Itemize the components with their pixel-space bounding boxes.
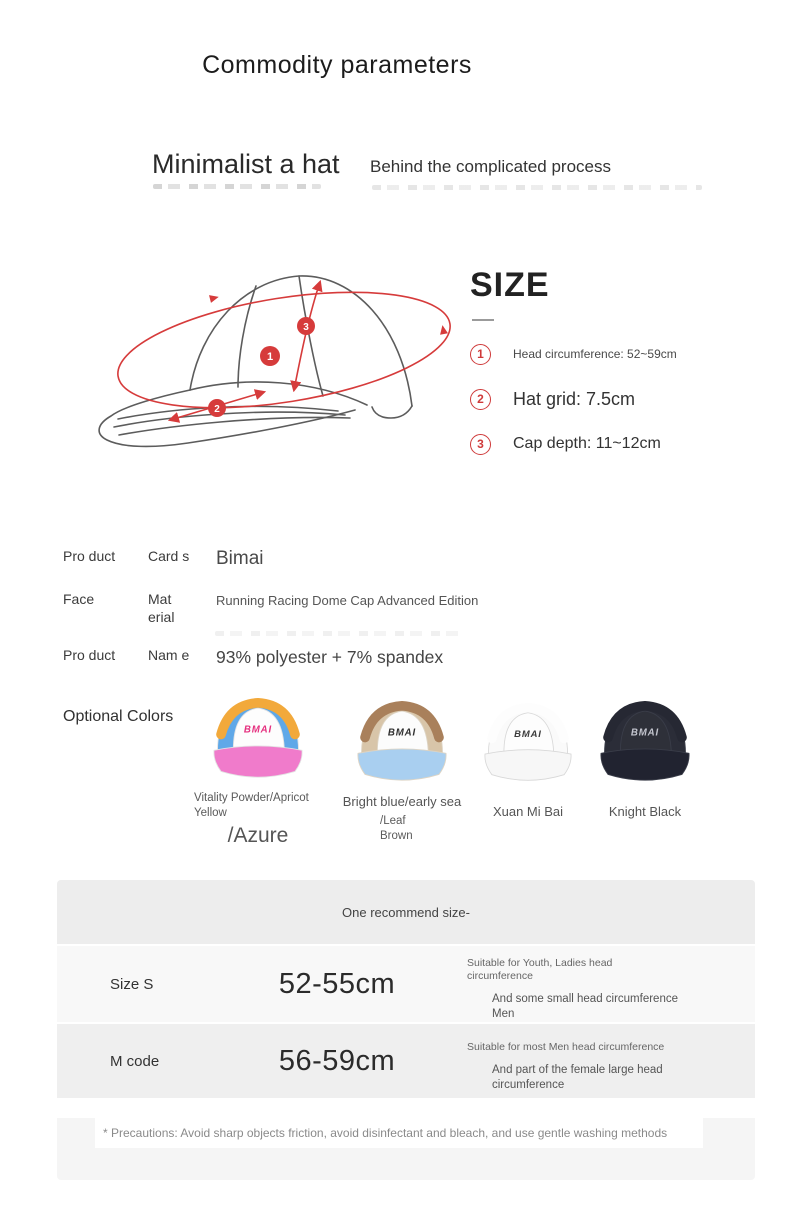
color-option-name: Knight Black — [608, 804, 682, 819]
spec-label: Nam e — [148, 647, 190, 663]
size-range: 56-59cm — [278, 1044, 396, 1077]
svg-text:2: 2 — [214, 404, 220, 415]
product-tagline-secondary: Behind the complicated process — [370, 157, 611, 176]
spec-row-material — [63, 591, 733, 626]
color-option-bright-blue — [338, 697, 466, 845]
size-item-hat-grid — [470, 388, 770, 410]
size-note-secondary: And some small head circumference Men — [492, 993, 678, 1021]
svg-text:BMAI: BMAI — [387, 727, 417, 739]
color-option-xuan-mi-bai — [464, 699, 592, 819]
spec-value: 93% polyester + 7% spandex — [216, 647, 444, 667]
color-option-name: Bright blue/early sea — [342, 794, 462, 809]
spec-label: Card s — [148, 548, 190, 564]
size-item-label: Head circumference: 52~59cm — [513, 347, 677, 361]
hat-color-swatch — [348, 697, 456, 785]
spec-row-brand — [63, 548, 733, 570]
svg-text:BMAI: BMAI — [243, 724, 273, 736]
measurement-overlay — [110, 272, 458, 427]
size-item-label: Hat grid: 7.5cm — [513, 388, 636, 409]
table-header: One recommend size- — [57, 880, 755, 944]
svg-text:1: 1 — [266, 351, 274, 363]
divider — [472, 319, 494, 321]
page-title: Commodity parameters — [202, 51, 472, 79]
size-note-secondary: And part of the female large head circumference — [492, 1064, 663, 1092]
spec-label: Pro duct — [63, 647, 116, 663]
size-note-primary: Suitable for Youth, Ladies head circumference — [467, 957, 613, 983]
spec-table — [63, 548, 733, 668]
size-recommendation-table — [57, 880, 755, 1180]
size-note-primary: Suitable for most Men head circumference — [467, 1041, 665, 1053]
spec-label: Mat erial — [148, 591, 175, 625]
circled-number-3: 3 — [470, 434, 491, 455]
size-range: 52-55cm — [278, 967, 396, 1000]
size-name: Size S — [110, 975, 154, 993]
circled-number-1: 1 — [470, 344, 491, 365]
color-option-name-secondary: /Azure — [227, 823, 289, 847]
color-option-vitality-powder — [194, 694, 322, 848]
hat-color-swatch — [591, 697, 699, 785]
product-tagline: Minimalist a hat — [152, 149, 340, 179]
precautions-note: * Precautions: Avoid sharp objects friction, avoid disinfectant and bleach, and use gentle washing methods — [95, 1118, 703, 1148]
circled-number-2: 2 — [470, 389, 491, 410]
table-footer — [57, 1118, 755, 1180]
spec-value: Running Racing Dome Cap Advanced Edition — [216, 593, 479, 608]
size-section-title: SIZE — [470, 266, 550, 304]
size-item-cap-depth — [470, 433, 770, 455]
color-option-name: Vitality Powder/Apricot Yellow — [194, 792, 309, 819]
spec-label: Pro duct — [63, 548, 116, 564]
spec-row-composition — [63, 647, 733, 668]
diagram-marker-2 — [208, 399, 226, 417]
hat-color-swatch — [204, 694, 312, 782]
cropped-text-remnant — [215, 631, 460, 636]
table-row-size-m — [57, 1024, 755, 1098]
color-option-name-secondary: /Leaf Brown — [380, 814, 413, 843]
cropped-text-remnant — [372, 185, 702, 190]
spec-value: Bimai — [216, 548, 264, 569]
hat-color-swatch — [476, 699, 580, 785]
size-notes — [467, 946, 755, 1022]
spec-label: Face — [63, 591, 95, 607]
cropped-text-remnant — [153, 184, 321, 189]
diagram-marker-1 — [260, 346, 280, 366]
optional-colors-label: Optional Colors — [63, 708, 174, 725]
size-item-label: Cap depth: 11~12cm — [513, 435, 661, 452]
svg-text:BMAI: BMAI — [514, 728, 542, 740]
svg-text:BMAI: BMAI — [630, 727, 660, 739]
table-row-size-s — [57, 946, 755, 1022]
size-notes — [467, 1024, 755, 1098]
cap-measurement-diagram — [92, 238, 460, 476]
size-legend — [470, 266, 770, 478]
diagram-marker-3 — [297, 317, 315, 335]
color-option-knight-black — [581, 697, 709, 819]
size-name: M code — [110, 1052, 160, 1070]
size-item-head-circumference — [470, 343, 770, 365]
color-option-name: Xuan Mi Bai — [492, 804, 564, 819]
svg-text:3: 3 — [303, 322, 309, 333]
